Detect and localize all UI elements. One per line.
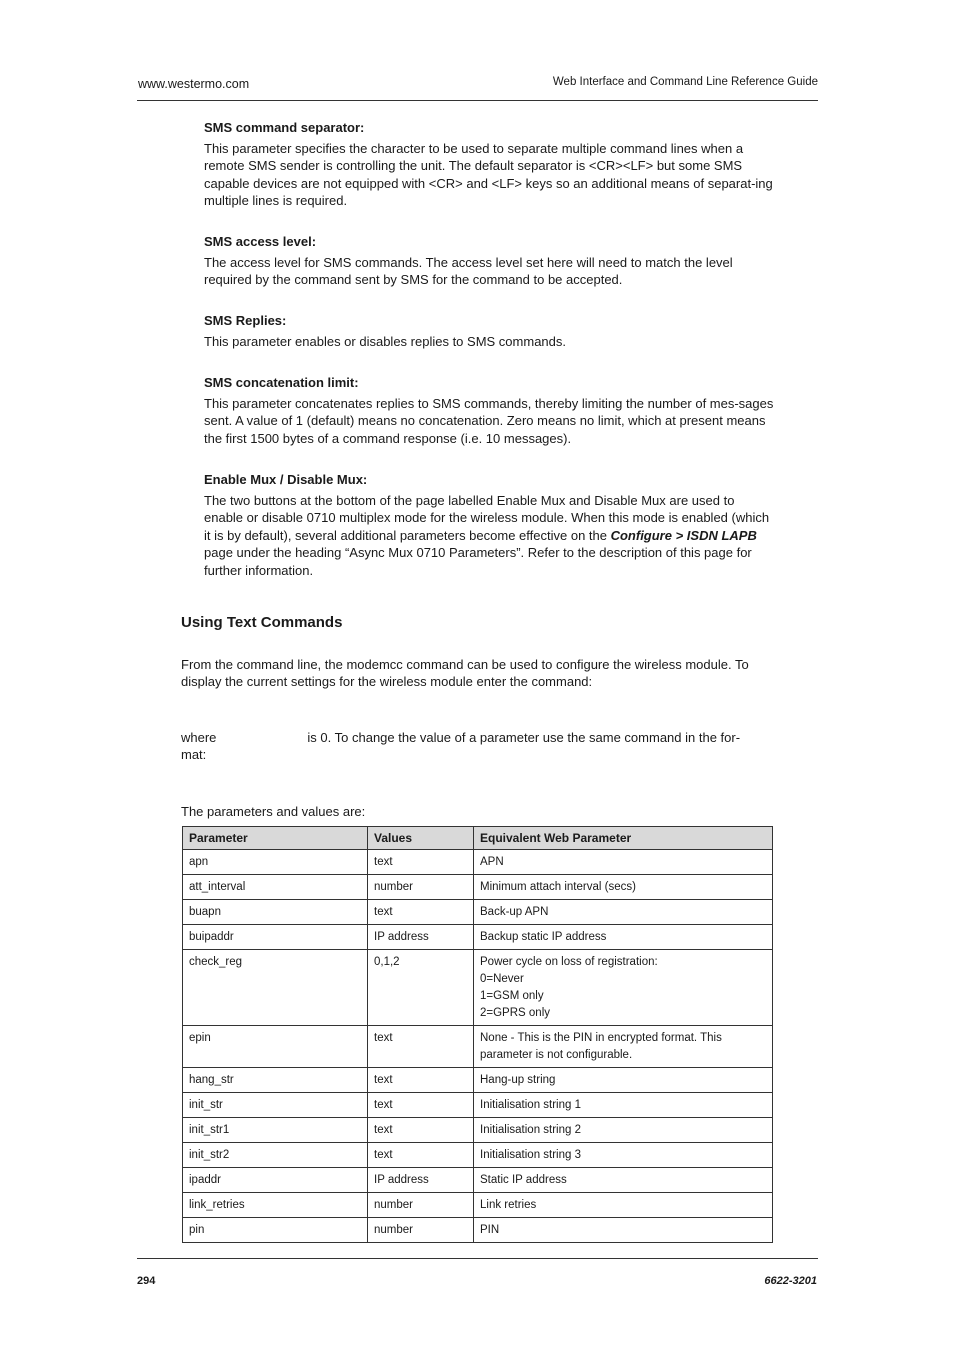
cell-parameter: init_str1 (183, 1118, 368, 1143)
text-after: page under the heading “Async Mux 0710 Parameters”. Refer to the description of this page for further information. (204, 545, 752, 578)
web-parameter-line: Backup static IP address (480, 931, 607, 943)
column-header: Equivalent Web Parameter (474, 827, 773, 850)
cell-parameter: check_reg (183, 950, 368, 1026)
cell-web-parameter (474, 875, 773, 900)
cell-values: text (368, 1093, 474, 1118)
cell-values: text (368, 1143, 474, 1168)
cell-web-parameter (474, 925, 773, 950)
section-text: This parameter enables or disables replies to SMS commands. (204, 334, 566, 349)
table-row (183, 925, 773, 950)
section-text: This parameter specifies the character to be used to separate multiple command lines when a remote SMS sender is controlling the unit. The default separator is <CR><LF> but some SMS capable devices are not equipped with <CR> and <LF> keys so an additional means of separat-ing multiple lines is required. (204, 141, 773, 209)
where-label: where (181, 730, 217, 745)
table-body (183, 850, 773, 1243)
cell-web-parameter (474, 1118, 773, 1143)
web-parameter-line: Minimum attach interval (secs) (480, 881, 636, 893)
cell-web-parameter (474, 1068, 773, 1093)
table-row (183, 950, 773, 1026)
table-row (183, 1026, 773, 1068)
web-parameter-line: Initialisation string 2 (480, 1124, 581, 1136)
cell-parameter: att_interval (183, 875, 368, 900)
column-header: Values (368, 827, 474, 850)
text-before: The two buttons at the bottom of the page labelled Enable Mux and Disable Mux are used to enable or disable 0710 multiplex mode for the wireless module. When this mode is enabled (which it is by default), several additional parameters become effective on the (204, 493, 770, 543)
where-paragraph (181, 729, 776, 764)
table-header-row (183, 827, 773, 850)
table-row (183, 1068, 773, 1093)
table-row (183, 1168, 773, 1193)
cell-values: 0,1,2 (368, 950, 474, 1026)
web-parameter-line: 2=GPRS only (480, 1007, 550, 1019)
cell-web-parameter (474, 1093, 773, 1118)
cell-web-parameter (474, 950, 773, 1026)
cell-parameter: init_str (183, 1093, 368, 1118)
cell-values: number (368, 1218, 474, 1243)
configure-isdn-lapb-link: Configure > ISDN LAPB (610, 527, 757, 543)
web-parameter-line: Static IP address (480, 1174, 567, 1186)
section-heading: SMS command separator: (204, 120, 365, 135)
column-header: Parameter (183, 827, 368, 850)
cell-web-parameter (474, 900, 773, 925)
cell-parameter: buipaddr (183, 925, 368, 950)
section-text: The access level for SMS commands. The access level set here will need to match the level required by the command sent by SMS for the command to be accepted. (204, 255, 733, 288)
cell-web-parameter (474, 1218, 773, 1243)
web-parameter-line: Link retries (480, 1199, 537, 1211)
cell-parameter: epin (183, 1026, 368, 1068)
cell-values: text (368, 1068, 474, 1093)
cell-values: IP address (368, 925, 474, 950)
web-parameter-line: Back-up APN (480, 906, 549, 918)
section-heading: SMS concatenation limit: (204, 375, 359, 390)
where-text: is 0. To change the value of a parameter use the same command in the for- (307, 730, 741, 745)
table-row (183, 875, 773, 900)
table-row (183, 1093, 773, 1118)
web-parameter-line: Hang-up string (480, 1074, 556, 1086)
cell-values: text (368, 1026, 474, 1068)
web-parameter-line: 1=GSM only (480, 990, 544, 1002)
params-intro: The parameters and values are: (181, 804, 366, 819)
section-sms-command-separator (204, 120, 774, 210)
web-parameter-line: None - This is the PIN in encrypted format. This (480, 1032, 722, 1044)
cell-values: text (368, 850, 474, 875)
section-heading: Enable Mux / Disable Mux: (204, 472, 368, 487)
section-sms-concatenation-limit (204, 375, 774, 447)
website-url: www.westermo.com (138, 77, 250, 91)
cell-parameter: hang_str (183, 1068, 368, 1093)
cell-parameter: apn (183, 850, 368, 875)
cell-parameter: init_str2 (183, 1143, 368, 1168)
section-sms-access-level (204, 234, 774, 289)
parameters-table (182, 826, 773, 1243)
document-number: 6622-3201 (764, 1275, 817, 1287)
footer-rule (137, 1258, 818, 1259)
cell-web-parameter (474, 1193, 773, 1218)
cell-values: number (368, 1193, 474, 1218)
cell-parameter: buapn (183, 900, 368, 925)
web-parameter-line: Power cycle on loss of registration: (480, 956, 658, 968)
table-row (183, 900, 773, 925)
cell-web-parameter (474, 1168, 773, 1193)
page-number: 294 (137, 1275, 156, 1287)
section-text (204, 492, 774, 579)
table-row (183, 1143, 773, 1168)
section-sms-replies (204, 313, 774, 350)
web-parameter-line: Initialisation string 1 (480, 1099, 581, 1111)
web-parameter-line: parameter is not configurable. (480, 1049, 633, 1061)
cell-parameter: link_retries (183, 1193, 368, 1218)
cell-web-parameter (474, 850, 773, 875)
intro-paragraph: From the command line, the modemcc command can be used to configure the wireless module. To display the current settings for the wireless module enter the command: (181, 657, 749, 690)
web-parameter-line: 0=Never (480, 973, 524, 985)
web-parameter-line: APN (480, 856, 504, 868)
table-row (183, 1193, 773, 1218)
cell-values: number (368, 875, 474, 900)
section-heading: SMS access level: (204, 234, 317, 249)
cell-values: IP address (368, 1168, 474, 1193)
web-parameter-line: Initialisation string 3 (480, 1149, 581, 1161)
page-header (137, 75, 818, 101)
table-row (183, 1118, 773, 1143)
cell-web-parameter (474, 1026, 773, 1068)
section-enable-disable-mux (204, 472, 774, 579)
cell-parameter: ipaddr (183, 1168, 368, 1193)
cell-values: text (368, 1118, 474, 1143)
cell-parameter: pin (183, 1218, 368, 1243)
table-row (183, 1218, 773, 1243)
cell-values: text (368, 900, 474, 925)
web-parameter-line: PIN (480, 1224, 500, 1236)
table-row (183, 850, 773, 875)
using-text-commands-heading: Using Text Commands (181, 614, 343, 631)
where-continuation: mat: (181, 747, 207, 763)
section-heading: SMS Replies: (204, 313, 287, 328)
guide-title: Web Interface and Command Line Reference Guide (552, 76, 818, 88)
section-text: This parameter concatenates replies to SMS commands, thereby limiting the number of mes-sages sent. A value of 1 (default) means no concatenation. Zero means no limit, which at present means the first 1500 bytes of a command response (i.e. 10 messages). (204, 396, 774, 446)
cell-web-parameter (474, 1143, 773, 1168)
